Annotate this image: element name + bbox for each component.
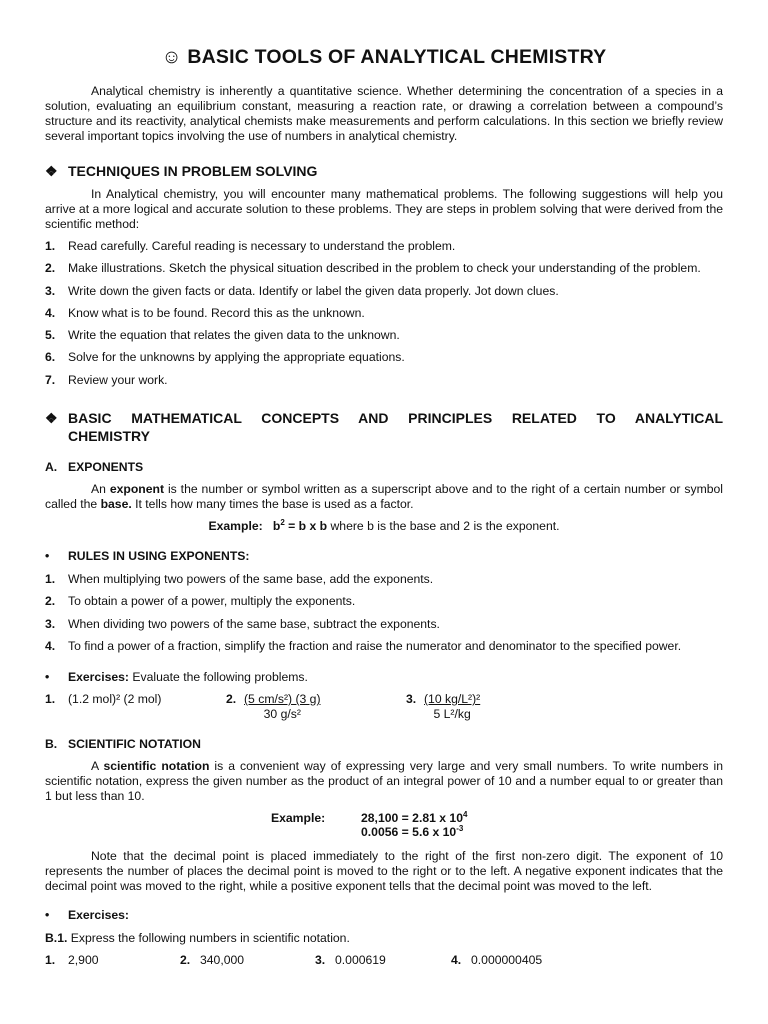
list-item: 4. Know what is to be found. Record this as the unknown. bbox=[45, 305, 365, 320]
exercise-3: 3. $\frac{\text{(10 kg/L²)²}}{\text{5 L²/kg}}$ bbox=[406, 692, 481, 721]
page-title: ☺ BASIC TOOLS OF ANALYTICAL CHEMISTRY bbox=[161, 46, 607, 68]
list-item: 2. To obtain a power of a power, multiply the exponents. bbox=[45, 594, 356, 609]
exercise-b1-instruction: B.1. Express the following numbers in scientific notation. bbox=[45, 931, 350, 945]
intro-text: Analytical chemistry is inherently a quantitative science. Whether determining the concentration of a species in a solution, evaluating an equilibrium constant, measuring a reaction rate, or drawing a correlation between a compound’s structure and its reactivity, analytical chemists make measurements and perform calculations. In this section we briefly review several important topics involving the use of numbers in analytical chemistry. bbox=[45, 84, 723, 143]
list-item: 5. Write the equation that relates the given data to the unknown. bbox=[45, 328, 400, 343]
exercise-1: 1. (1.2 mol)² (2 mol) bbox=[45, 692, 162, 706]
scinot-item-3: 3. 0.000619 bbox=[315, 953, 386, 967]
exponent-rules bbox=[45, 572, 735, 661]
exponent-example: Example: $b^2 = b$ x b where b is the base and 2 is the exponent. bbox=[208, 518, 560, 533]
list-item: 6. Solve for the unknowns by applying the appropriate equations. bbox=[45, 350, 405, 365]
list-item: 2. Make illustrations. Sketch the physical situation described in the problem to check your understanding of the problem. bbox=[45, 261, 701, 276]
scinot-exercises-heading: • Exercises: bbox=[45, 908, 129, 922]
exponent-definition: An exponent is the number or symbol written as a superscript above and to the right of a certain number or symbol called the base. It tells how many times the base is used as a factor. bbox=[45, 482, 723, 511]
list-item: 4. To find a power of a fraction, simplify the fraction and raise the numerator and denominator to the specified power. bbox=[45, 638, 682, 653]
exercise-2: 2. $\frac{\text{(5 cm/s²) (3 g)}}{\text{30 g/s²}}$ bbox=[226, 692, 321, 721]
scinot-note: Note that the decimal point is placed immediately to the right of the first non-zero digit. The exponent of 10 represents the number of places the decimal point is moved to the right or to the left. A negative exponent indicates that the decimal point was moved to the right, while a positive exponent tells that the decimal point was moved to the left. bbox=[45, 849, 723, 893]
rules-heading: • RULES IN USING EXPONENTS: bbox=[45, 549, 250, 563]
problem-solving-steps bbox=[45, 239, 735, 395]
list-item: 1. When multiplying two powers of the same base, add the exponents. bbox=[45, 572, 434, 586]
intro-paragraph bbox=[45, 84, 723, 144]
diamond-bullet-icon: ❖ bbox=[45, 410, 58, 426]
diamond-bullet-icon: ❖ bbox=[45, 163, 58, 179]
section-heading-techniques: ❖ TECHNIQUES IN PROBLEM SOLVING bbox=[45, 163, 318, 179]
subsection-heading-scientific-notation: B. SCIENTIFIC NOTATION bbox=[45, 737, 201, 751]
list-item: 7. Review your work. bbox=[45, 372, 168, 387]
exponent-exercises-heading: • Exercises: Evaluate the following problems. bbox=[45, 670, 308, 684]
scientific-notation-definition: A scientific notation is a convenient way of expressing very large and very small numbers. To write numbers in scientific notation, express the given number as the product of an integral power of 10 and a number equal to or greater than 1 but less than 10. bbox=[45, 759, 724, 803]
scinot-example-label: Example: bbox=[271, 811, 326, 825]
scinot-item-1: 1. 2,900 bbox=[45, 953, 99, 967]
scinot-item-4: 4. 0.000000405 bbox=[451, 953, 543, 967]
list-item: 3. When dividing two powers of the same base, subtract the exponents. bbox=[45, 616, 440, 631]
subsection-heading-exponents: A. EXPONENTS bbox=[45, 460, 144, 474]
scinot-example-1: 28,100 = 2.81 x $10^4$ bbox=[361, 810, 468, 825]
scinot-item-2: 2. 340,000 bbox=[180, 953, 245, 967]
section-heading-math-concepts: ❖ BASIC MATHEMATICAL CONCEPTS AND PRINCIPLES RELATED TO ANALYTICAL CHEMISTRY bbox=[45, 410, 723, 444]
techniques-intro: In Analytical chemistry, you will encounter many mathematical problems. The following suggestions will help you arrive at a more logical and accurate solution to these problems. They are steps in problem solving that were derived from the scientific method: bbox=[45, 187, 723, 231]
list-item: 3. Write down the given facts or data. Identify or label the given data properly. Jot down clues. bbox=[45, 283, 559, 298]
scinot-example-2: 0.0056 = 5.6 x $10^{-3}$ bbox=[361, 824, 464, 839]
list-item: 1. Read carefully. Careful reading is necessary to understand the problem. bbox=[45, 239, 456, 253]
